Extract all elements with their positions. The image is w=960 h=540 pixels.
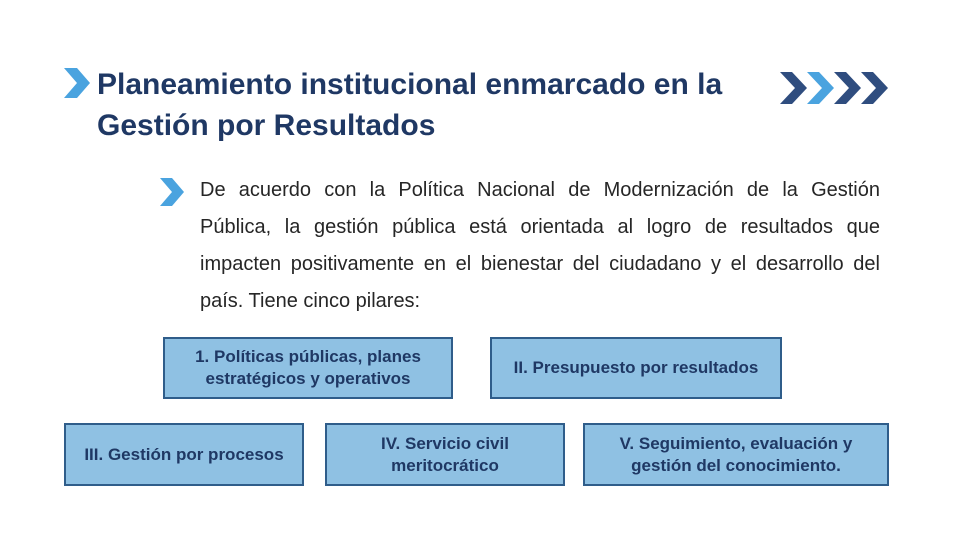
pillar-box-procesos	[64, 423, 304, 486]
pillar-label: IV. Servicio civil meritocrático	[381, 433, 509, 475]
pillar-box-politicas	[163, 337, 453, 399]
pillar-label: V. Seguimiento, evaluación y gestión del conocimiento.	[619, 433, 853, 475]
pillar-label: III. Gestión por procesos	[84, 444, 284, 464]
pillar-box-presupuesto	[490, 337, 782, 399]
slide-title: Planeamiento institucional enmarcado en la Gestión por Resultados	[97, 68, 723, 142]
pillar-label: II. Presupuesto por resultados	[513, 358, 759, 377]
body-paragraph: De acuerdo con la Política Nacional de Modernización de la Gestión Pública, la gestión pública está orientada al logro de resultados que impacten positivamente en el bienestar del ciudadano y el desarrollo del país. Tiene cinco pilares:	[200, 179, 880, 312]
pillar-label: 1. Políticas públicas, planes estratégicos y operativos	[195, 347, 421, 388]
title-chevron-icon	[64, 68, 90, 98]
pillar-box-seguimiento	[583, 423, 889, 486]
pillar-box-servicio-civil	[325, 423, 565, 486]
decorative-chevrons-icon	[780, 72, 890, 104]
bullet-chevron-icon	[160, 178, 184, 206]
